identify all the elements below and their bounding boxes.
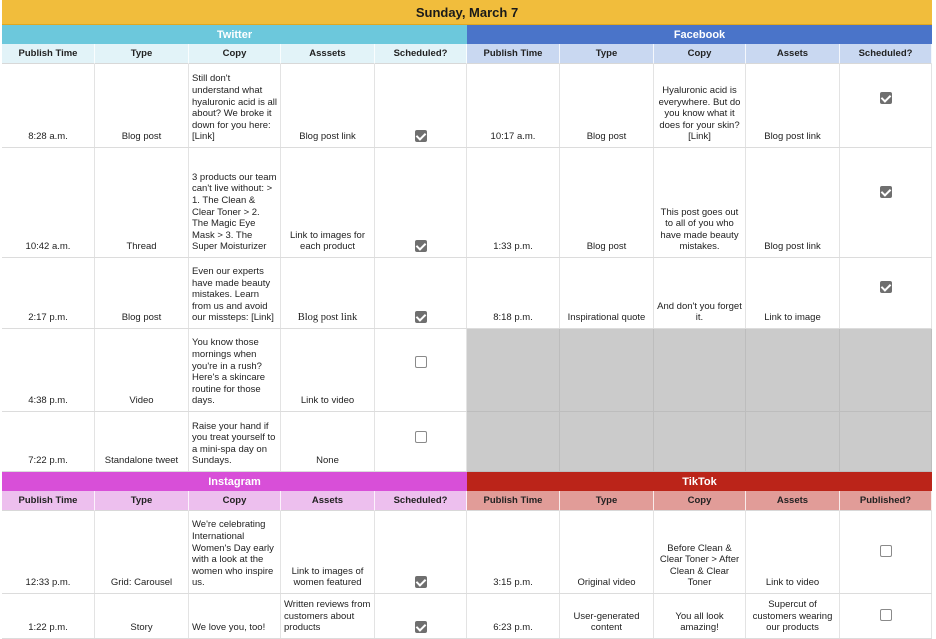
col-assets: Assets [746, 44, 840, 64]
empty-cell[interactable] [654, 412, 746, 471]
post-type[interactable]: Story [95, 594, 189, 638]
table-row [467, 594, 932, 639]
checkbox-checked-icon[interactable] [415, 240, 427, 252]
empty-cell[interactable] [467, 412, 560, 471]
post-assets[interactable]: Written reviews from customers about products [281, 594, 375, 638]
post-type[interactable]: Blog post [560, 64, 654, 147]
col-type: Type [95, 44, 189, 64]
post-type[interactable]: Blog post [95, 64, 189, 147]
facebook-column-headers [467, 44, 932, 64]
table-row [2, 594, 467, 639]
post-type[interactable]: Standalone tweet [95, 412, 189, 471]
scheduled-cell [375, 594, 467, 638]
instagram-column-headers [2, 491, 467, 511]
publish-time[interactable]: 10:42 a.m. [2, 148, 95, 257]
scheduled-cell [840, 258, 932, 328]
checkbox-checked-icon[interactable] [880, 186, 892, 198]
scheduled-cell [840, 64, 932, 147]
top-section [2, 25, 932, 472]
table-row [467, 148, 932, 258]
post-assets[interactable]: Blog post link [746, 64, 840, 147]
checkbox-checked-icon[interactable] [415, 576, 427, 588]
empty-row [467, 329, 932, 412]
post-assets[interactable]: Link to video [281, 329, 375, 411]
empty-cell[interactable] [840, 329, 932, 411]
bottom-section [2, 472, 932, 639]
scheduled-cell [375, 329, 467, 411]
post-type[interactable]: Inspirational quote [560, 258, 654, 328]
col-type: Type [560, 44, 654, 64]
empty-cell[interactable] [840, 412, 932, 471]
post-type[interactable]: Thread [95, 148, 189, 257]
checkbox-checked-icon[interactable] [880, 92, 892, 104]
checkbox-checked-icon[interactable] [415, 311, 427, 323]
post-type[interactable]: Blog post [560, 148, 654, 257]
col-type: Type [95, 491, 189, 511]
col-publish-time: Publish Time [467, 491, 560, 511]
post-assets[interactable]: None [281, 412, 375, 471]
post-copy[interactable]: Even our experts have made beauty mistakes. Learn from us and avoid our missteps: [Link] [189, 258, 281, 328]
checkbox-checked-icon[interactable] [415, 130, 427, 142]
publish-time[interactable]: 3:15 p.m. [467, 511, 560, 593]
checkbox-unchecked-icon[interactable] [880, 609, 892, 621]
post-type[interactable]: Original video [560, 511, 654, 593]
post-copy[interactable]: We're celebrating International Women's Day early with a look at the women who inspire us. [189, 511, 281, 593]
scheduled-cell [375, 258, 467, 328]
post-copy[interactable]: And don't you forget it. [654, 258, 746, 328]
table-row [2, 258, 467, 329]
twitter-header: Twitter [2, 25, 467, 44]
facebook-header: Facebook [467, 25, 932, 44]
tiktok-column-headers [467, 491, 932, 511]
instagram-block [2, 472, 467, 639]
scheduled-cell [375, 511, 467, 593]
post-copy[interactable]: We love you, too! [189, 594, 281, 638]
publish-time[interactable]: 6:23 p.m. [467, 594, 560, 638]
post-assets[interactable]: Link to video [746, 511, 840, 593]
post-copy[interactable]: You know those mornings when you're in a rush? Here's a skincare routine for those days. [189, 329, 281, 411]
col-copy: Copy [189, 491, 281, 511]
empty-cell[interactable] [467, 329, 560, 411]
date-title: Sunday, March 7 [2, 0, 932, 25]
col-copy: Copy [654, 44, 746, 64]
post-assets[interactable]: Link to images of women featured [281, 511, 375, 593]
post-copy[interactable]: You all look amazing! [654, 594, 746, 638]
checkbox-unchecked-icon[interactable] [415, 431, 427, 443]
publish-time[interactable]: 10:17 a.m. [467, 64, 560, 147]
publish-time[interactable]: 1:22 p.m. [2, 594, 95, 638]
col-copy: Copy [189, 44, 281, 64]
post-assets[interactable]: Link to images for each product [281, 148, 375, 257]
col-publish-time: Publish Time [467, 44, 560, 64]
publish-time[interactable]: 12:33 p.m. [2, 511, 95, 593]
post-assets[interactable]: Blog post link [281, 64, 375, 147]
col-assets: Asssets [281, 44, 375, 64]
post-copy[interactable]: Hyaluronic acid is everywhere. But do you know what it does for your skin? [Link] [654, 64, 746, 147]
post-type[interactable]: User-generated content [560, 594, 654, 638]
table-row [2, 412, 467, 472]
col-type: Type [560, 491, 654, 511]
col-scheduled: Scheduled? [375, 44, 467, 64]
table-row [2, 148, 467, 258]
post-copy[interactable]: Before Clean & Clear Toner > After Clean & Clear Toner [654, 511, 746, 593]
checkbox-unchecked-icon[interactable] [880, 545, 892, 557]
col-scheduled: Scheduled? [840, 44, 932, 64]
table-row [2, 511, 467, 594]
post-assets[interactable]: Supercut of customers wearing our products [746, 594, 840, 638]
publish-time[interactable]: 1:33 p.m. [467, 148, 560, 257]
tiktok-header: TikTok [467, 472, 932, 491]
publish-time[interactable]: 8:18 p.m. [467, 258, 560, 328]
post-copy[interactable]: Raise your hand if you treat yourself to a mini-spa day on Sundays. [189, 412, 281, 471]
empty-cell[interactable] [654, 329, 746, 411]
published-cell [840, 511, 932, 593]
table-row [467, 258, 932, 329]
col-assets: Assets [281, 491, 375, 511]
empty-row [467, 412, 932, 472]
table-row [467, 64, 932, 148]
post-assets[interactable]: Blog post link [746, 148, 840, 257]
checkbox-checked-icon[interactable] [415, 621, 427, 633]
col-published: Published? [840, 491, 932, 511]
empty-cell[interactable] [746, 412, 840, 471]
table-row [2, 329, 467, 412]
col-copy: Copy [654, 491, 746, 511]
empty-cell[interactable] [560, 412, 654, 471]
publish-time[interactable]: 7:22 p.m. [2, 412, 95, 471]
content-calendar-sheet [2, 0, 932, 639]
scheduled-cell [375, 412, 467, 471]
scheduled-cell [840, 148, 932, 257]
post-type[interactable]: Blog post [95, 258, 189, 328]
post-assets[interactable]: Link to image [746, 258, 840, 328]
col-assets: Assets [746, 491, 840, 511]
empty-cell[interactable] [746, 329, 840, 411]
checkbox-checked-icon[interactable] [880, 281, 892, 293]
empty-cell[interactable] [560, 329, 654, 411]
tiktok-block [467, 472, 932, 639]
publish-time[interactable]: 2:17 p.m. [2, 258, 95, 328]
table-row [2, 64, 467, 148]
col-publish-time: Publish Time [2, 44, 95, 64]
scheduled-cell [375, 148, 467, 257]
col-publish-time: Publish Time [2, 491, 95, 511]
published-cell [840, 594, 932, 638]
publish-time[interactable]: 8:28 a.m. [2, 64, 95, 147]
instagram-header: Instagram [2, 472, 467, 491]
table-row [467, 511, 932, 594]
scheduled-cell [375, 64, 467, 147]
post-type[interactable]: Video [95, 329, 189, 411]
post-copy[interactable]: This post goes out to all of you who have made beauty mistakes. [654, 148, 746, 257]
col-scheduled: Scheduled? [375, 491, 467, 511]
publish-time[interactable]: 4:38 p.m. [2, 329, 95, 411]
checkbox-unchecked-icon[interactable] [415, 356, 427, 368]
post-copy[interactable]: 3 products our team can't live without: > 1. The Clean & Clear Toner > 2. The Magic Eye Mask > 3. The Super Moisturizer [189, 148, 281, 257]
facebook-block [467, 25, 932, 472]
post-type[interactable]: Grid: Carousel [95, 511, 189, 593]
post-copy[interactable]: Still don't understand what hyaluronic acid is all about? We broke it down for you here: [Link] [189, 64, 281, 147]
twitter-block [2, 25, 467, 472]
twitter-column-headers [2, 44, 467, 64]
post-assets[interactable]: Blog post link [281, 258, 375, 328]
